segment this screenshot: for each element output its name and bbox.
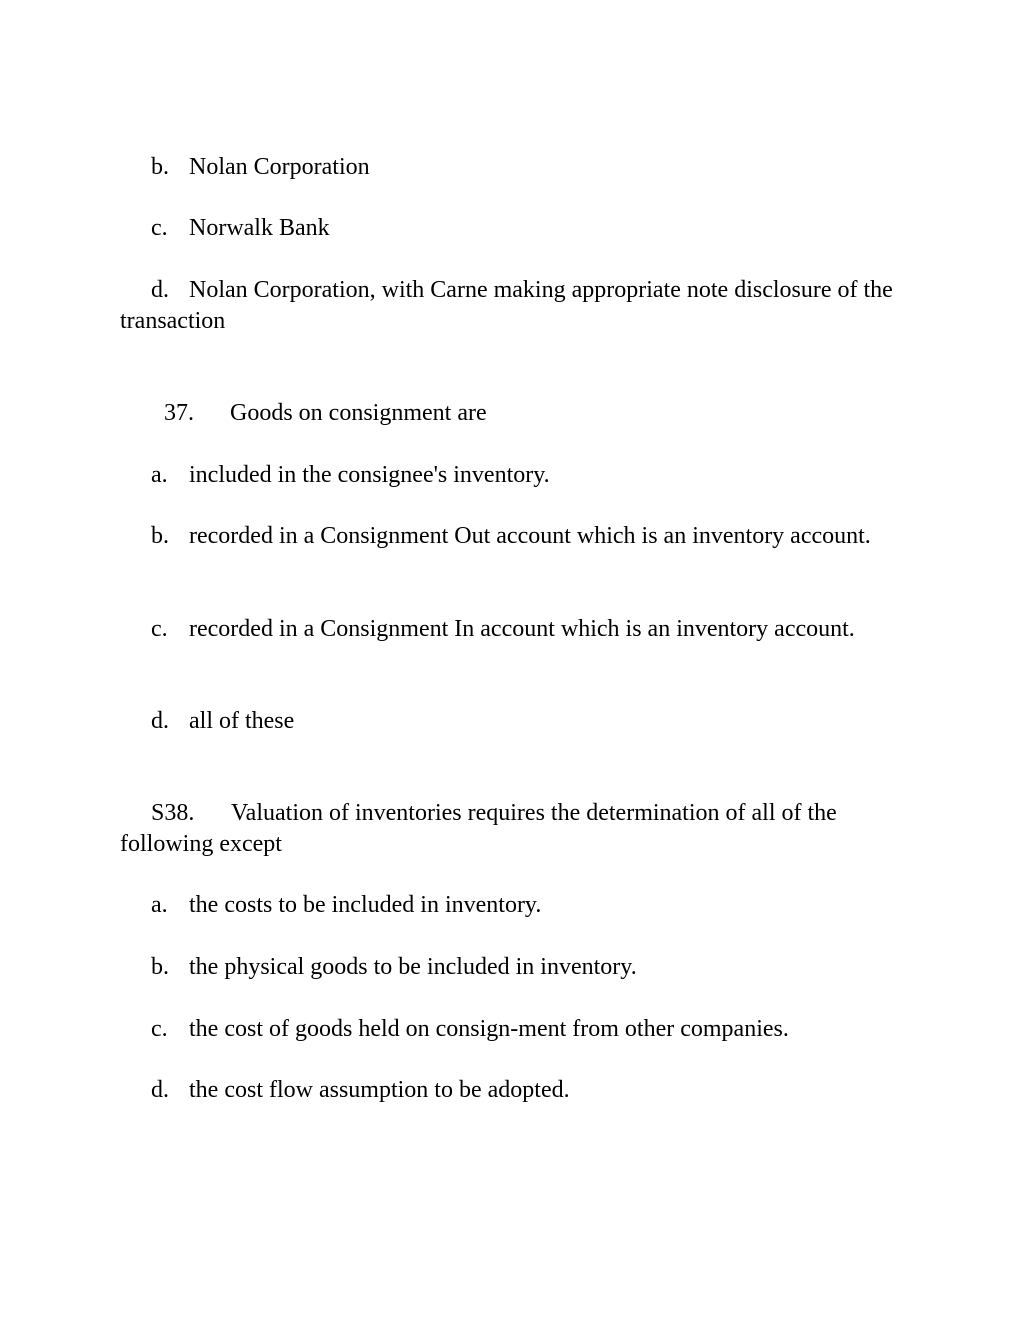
option-letter: b.	[151, 523, 169, 549]
option-text: the cost of goods held on consign-ment from other companies.	[189, 1016, 789, 1042]
option-text: included in the consignee's inventory.	[189, 462, 550, 488]
q38-option-b	[120, 952, 900, 983]
option-text: recorded in a Consignment In account which is an inventory account.	[189, 616, 855, 642]
option-text: all of these	[189, 708, 295, 734]
option-letter: b.	[151, 954, 169, 980]
option-text: Nolan Corporation, with Carne making appropriate note disclosure of the transaction	[120, 277, 893, 334]
question-number: S38.	[151, 800, 195, 826]
option-letter: d.	[151, 1077, 169, 1103]
option-letter: d.	[151, 277, 169, 303]
q37-stem	[120, 398, 900, 429]
q38-stem	[120, 798, 900, 860]
option-text: Norwalk Bank	[189, 215, 330, 241]
q37-option-c	[120, 614, 900, 645]
option-letter: b.	[151, 154, 169, 180]
option-text: the physical goods to be included in inventory.	[189, 954, 637, 980]
option-letter: c.	[151, 215, 168, 241]
q38-option-c	[120, 1014, 900, 1045]
option-text: Nolan Corporation	[189, 154, 370, 180]
question-text: Goods on consignment are	[230, 400, 487, 426]
q36-option-b	[120, 152, 900, 183]
q38-option-d	[120, 1075, 900, 1106]
option-letter: d.	[151, 708, 169, 734]
option-text: the cost flow assumption to be adopted.	[189, 1077, 570, 1103]
q37-option-a	[120, 460, 900, 491]
option-text: recorded in a Consignment Out account which is an inventory account.	[189, 523, 871, 549]
question-text: Valuation of inventories requires the determination of all of the following except	[120, 800, 837, 857]
question-number: 37.	[164, 400, 194, 426]
option-letter: a.	[151, 462, 168, 488]
q36-option-d	[120, 275, 900, 337]
q38-option-a	[120, 890, 900, 921]
q36-option-c	[120, 213, 900, 244]
q37-option-d	[120, 706, 900, 737]
q37-option-b	[120, 521, 900, 552]
option-text: the costs to be included in inventory.	[189, 892, 542, 918]
option-letter: c.	[151, 1016, 168, 1042]
option-letter: c.	[151, 616, 168, 642]
option-letter: a.	[151, 892, 168, 918]
